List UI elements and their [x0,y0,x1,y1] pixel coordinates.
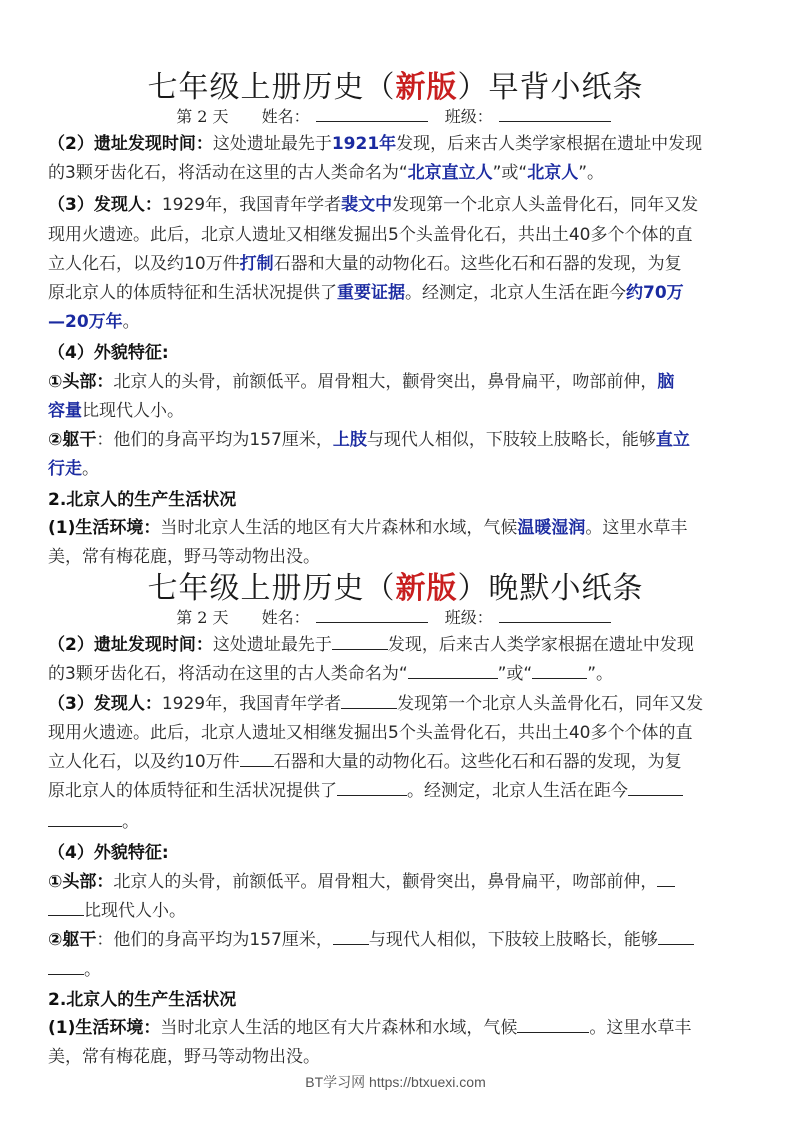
label: ①头部： [48,372,114,392]
key-term: 容量 [48,401,82,421]
blank-field[interactable] [333,928,369,945]
morning-p2-line1 [48,132,748,156]
text: 石器和大量的动物化石。这些化石和石器的发现，为复 [273,254,682,274]
blank-field[interactable] [408,662,498,679]
blank-field[interactable] [48,810,122,827]
text: 发现第一个北京人头盖骨化石，同年又发 [392,195,699,215]
name-field[interactable] [316,608,428,623]
evening-p3-line2 [48,721,748,745]
title-new-version: 新版 [395,70,458,105]
title-new-version: 新版 [395,571,458,606]
text: 发现，后来古人类学家根据在遗址中发现 [396,134,703,154]
text: 。经测定，北京人生活在距今 [405,283,626,303]
morning-p3-line2 [48,223,748,247]
evening-env-line1 [48,1016,748,1040]
key-term: 上肢 [332,430,367,450]
section-heading: 2.北京人的生产生活状况 [48,990,237,1010]
text: 发现，后来古人类学家根据在遗址中发现 [387,635,694,655]
text: 。 [84,960,101,980]
text: 与现代人相似，下肢较上肢略长，能够 [366,430,656,450]
evening-head-line2 [48,899,748,923]
morning-torso-line1 [48,428,748,452]
blank-field[interactable] [628,779,683,796]
evening-torso-line1 [48,928,748,952]
key-term: 脑 [657,372,675,392]
morning-p3-line1 [48,193,748,217]
key-term: 温暖湿润 [517,518,586,538]
blank-field[interactable] [337,779,407,796]
morning-section-2-heading [48,488,748,512]
key-term: 约70万 [626,283,684,303]
text: 。 [122,812,139,832]
text: 北京人的头骨，前额低平。眉骨粗大，颧骨突出，鼻骨扁平，吻部前伸， [113,872,658,892]
evening-p3-line5 [48,810,748,834]
text: 现用火遗迹。此后，北京人遗址又相继发掘出5个头盖骨化石，共出土40多个个体的直 [48,723,693,743]
text: ”。 [578,163,605,183]
section-heading: 2.北京人的生产生活状况 [48,490,237,510]
text: 石器和大量的动物化石。这些化石和石器的发现，为复 [273,752,682,772]
text: 的3颗牙齿化石，将活动在这里的古人类命名为“ [48,664,408,684]
morning-p3-line4 [48,281,748,305]
morning-head-line2 [48,399,748,423]
text: 当时北京人生活的地区有大片森林和水域，气候 [160,1018,518,1038]
key-term: 打制 [239,254,274,274]
text: 现用火遗迹。此后，北京人遗址又相继发掘出5个头盖骨化石，共出土40多个个体的直 [48,225,693,245]
text: 1929年，我国青年学者 [161,694,342,714]
blank-field[interactable] [532,662,587,679]
class-field[interactable] [499,608,611,623]
text: 原北京人的体质特征和生活状况提供了 [48,283,337,303]
evening-p4-heading [48,841,748,865]
text: 当时北京人生活的地区有大片森林和水域，气候 [160,518,518,538]
text: 立人化石，以及约10万件 [48,752,240,772]
morning-p3-line5 [48,310,748,334]
blank-field[interactable] [517,1016,589,1033]
text: 与现代人相似，下肢较上肢略长，能够 [368,930,658,950]
evening-env-line2 [48,1045,748,1069]
text: 原北京人的体质特征和生活状况提供了 [48,781,337,801]
text: 1929年，我国青年学者 [161,195,342,215]
label: （4）外貌特征: [48,843,169,863]
name-field[interactable] [316,107,428,122]
key-term: 直立 [655,430,690,450]
label: （3）发现人： [48,694,162,714]
blank-field[interactable] [240,750,274,767]
text: 的3颗牙齿化石，将活动在这里的古人类命名为“ [48,163,408,183]
label: (1)生活环境： [48,518,161,538]
morning-env-line1 [48,516,748,540]
name-label: 姓名： [261,608,310,627]
title-text: 七年级上册历史（ [147,70,396,105]
title-text: 七年级上册历史（ [147,571,396,606]
evening-section-2-heading [48,988,748,1012]
blank-field[interactable] [332,633,388,650]
label: ①头部： [48,872,114,892]
title-text: ）早背小纸条 [457,70,644,105]
key-term: —20万年 [48,312,123,332]
morning-p4-heading [48,341,748,365]
label: （3）发现人： [48,195,162,215]
morning-p2-line2 [48,161,748,185]
name-label: 姓名： [261,107,310,126]
evening-torso-line2 [48,958,748,982]
key-term: 1921年 [331,134,397,154]
key-term: 北京人 [527,163,579,183]
morning-info-line [0,104,791,127]
evening-p2-line2 [48,662,748,686]
day-label: 第 2 天 [176,608,229,627]
blank-field[interactable] [48,899,84,916]
text: 。 [122,312,140,332]
text: 北京人的头骨，前额低平。眉骨粗大，颧骨突出，鼻骨扁平，吻部前伸， [113,372,658,392]
morning-head-line1 [48,370,748,394]
evening-p2-line1 [48,633,748,657]
label: (1)生活环境： [48,1018,161,1038]
text: 美，常有梅花鹿，野马等动物出没。 [48,547,320,567]
text: 美，常有梅花鹿，野马等动物出没。 [48,1047,320,1067]
key-term: 行走 [48,459,82,479]
text: 这处遗址最先于 [212,635,332,655]
blank-field[interactable] [657,870,675,887]
title-text: ）晚默小纸条 [457,571,644,606]
text: ”。 [587,664,614,684]
text: ”或“ [492,163,528,183]
key-term: 裴文中 [341,195,393,215]
text: ”或“ [497,664,533,684]
day-label: 第 2 天 [176,107,229,126]
morning-torso-line2 [48,457,748,481]
text: 。这里水草丰 [585,518,688,538]
blank-field[interactable] [48,958,84,975]
blank-field[interactable] [658,928,694,945]
text: 。 [82,459,99,479]
footer-watermark: BT学习网 https://btxuexi.com [305,1074,486,1090]
label: （4）外貌特征: [48,343,169,363]
text: ：他们的身高平均为157厘米， [96,930,333,950]
evening-p3-line1 [48,692,748,716]
label: ②躯干 [48,430,97,450]
key-term: 重要证据 [337,283,405,303]
label: （2）遗址发现时间： [48,635,213,655]
text: 比现代人小。 [84,901,186,921]
class-label: 班级： [444,608,493,627]
key-term: 北京直立人 [407,163,493,183]
text: 。这里水草丰 [589,1018,692,1038]
text: 比现代人小。 [82,401,184,421]
text: ：他们的身高平均为157厘米， [96,430,333,450]
class-label: 班级： [444,107,493,126]
evening-info-line [0,605,791,628]
class-field[interactable] [499,107,611,122]
label: （2）遗址发现时间： [48,134,213,154]
text: 这处遗址最先于 [212,134,332,154]
label: ②躯干 [48,930,97,950]
text: 。经测定，北京人生活在距今 [407,781,628,801]
text: 立人化石，以及约10万件 [48,254,240,274]
evening-p3-line3 [48,750,748,774]
text: 发现第一个北京人头盖骨化石，同年又发 [397,694,704,714]
evening-head-line1 [48,870,748,894]
evening-p3-line4 [48,779,748,803]
blank-field[interactable] [341,692,397,709]
morning-title [0,62,791,106]
morning-p3-line3 [48,252,748,276]
evening-title [0,563,791,607]
